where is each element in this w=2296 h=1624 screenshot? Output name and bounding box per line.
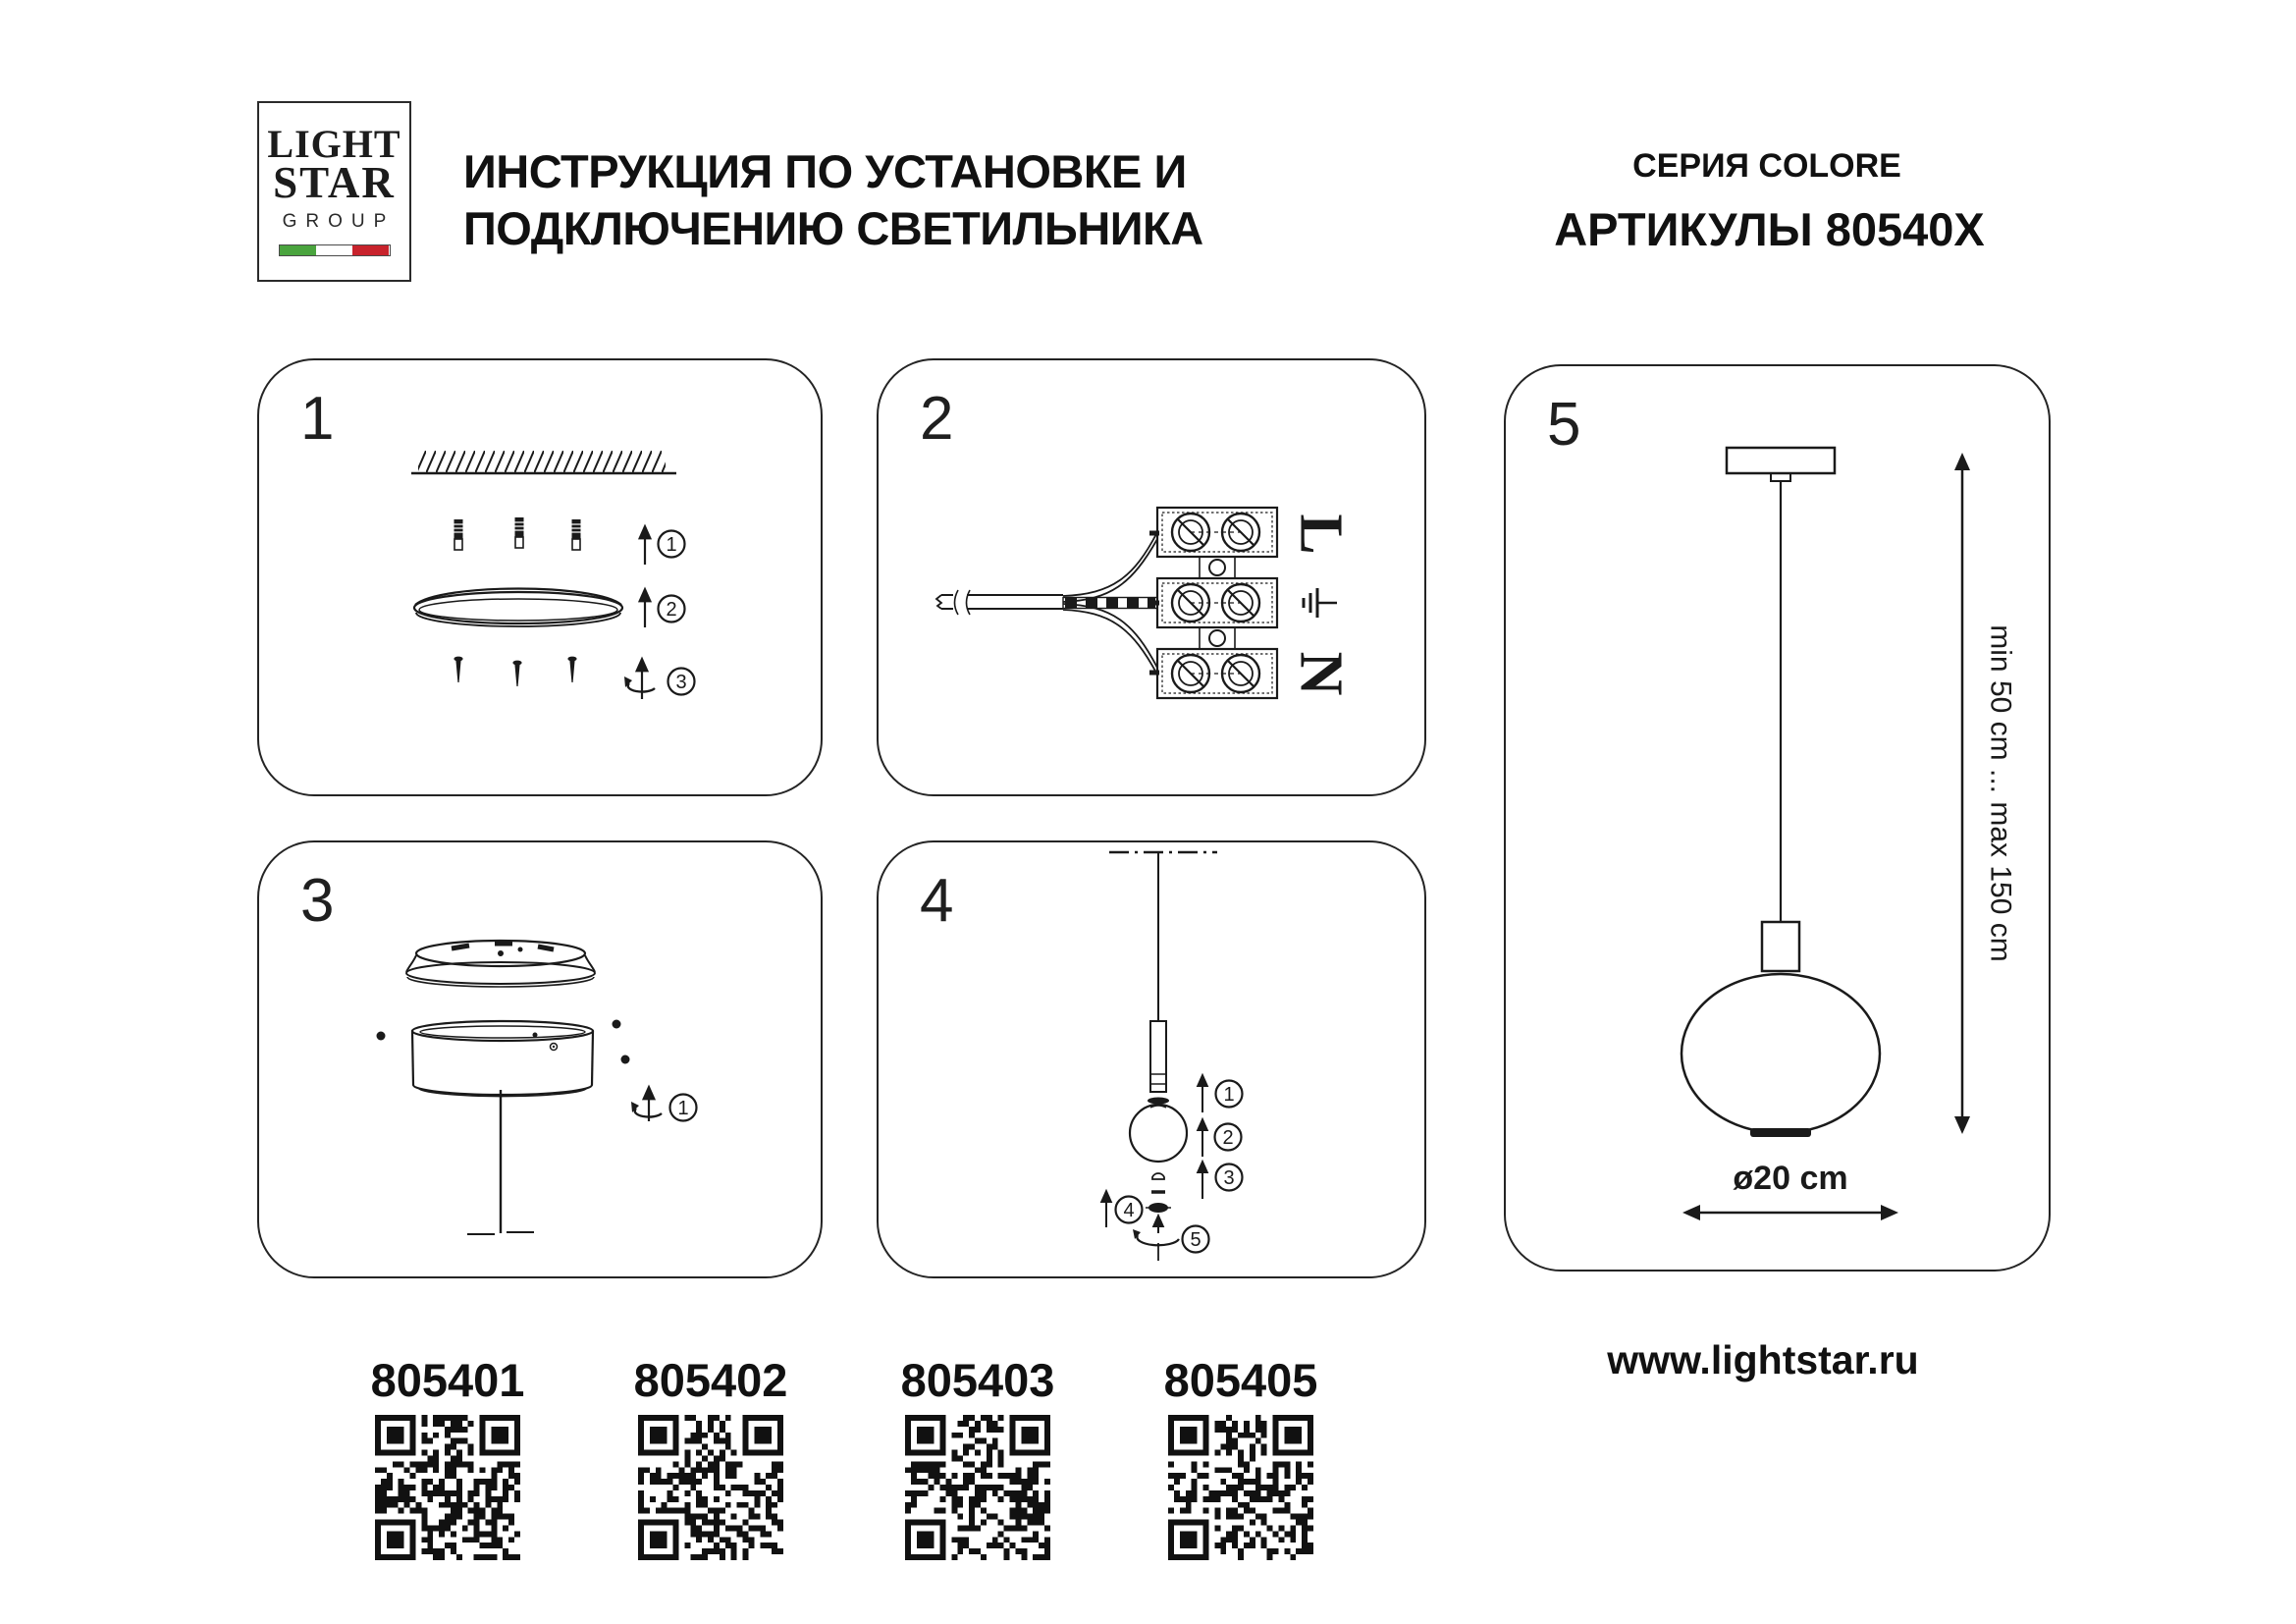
earth-ground-icon <box>1304 588 1337 618</box>
panel-step4-shade-assembly <box>877 840 1426 1278</box>
article-code: 805401 <box>370 1354 525 1406</box>
mounting-plate-icon <box>406 941 595 987</box>
panel3-diagram <box>259 842 821 1276</box>
flag-green-segment <box>280 245 316 255</box>
article-805401 <box>354 1353 541 1560</box>
svg-text:1: 1 <box>1223 1084 1235 1106</box>
step3-badge <box>1216 1164 1243 1191</box>
screw-icons <box>454 657 576 686</box>
article-805405 <box>1148 1353 1334 1560</box>
svg-text:4: 4 <box>1123 1200 1135 1221</box>
website-link: www.lightstar.ru <box>1607 1337 1919 1382</box>
step2-badge <box>659 596 685 623</box>
step1-badge <box>659 531 685 558</box>
mains-cable-icon <box>936 590 1063 615</box>
step5-badge <box>1183 1226 1209 1253</box>
suspension-rod-icon <box>467 1090 534 1234</box>
logo-star-text: STAR <box>273 158 396 208</box>
logo-group-text: GROUP <box>282 210 396 232</box>
svg-text:2: 2 <box>666 599 677 621</box>
logo-light-text: LIGHT <box>267 122 401 167</box>
panel2-number: 2 <box>920 385 954 453</box>
pendant-fixture-icon <box>1682 448 1880 1137</box>
qr-code-icon <box>375 1415 520 1560</box>
ceiling-canopy-icon <box>414 589 622 627</box>
page-title-line1: ИНСТРУКЦИЯ ПО УСТАНОВКЕ И <box>463 145 1187 197</box>
diameter-label: ø20 cm <box>1733 1160 1848 1197</box>
step3-badge <box>668 669 695 695</box>
cord-and-fitting-icon <box>1150 852 1166 1092</box>
panel-step1-mounting <box>257 358 823 796</box>
svg-text:3: 3 <box>675 672 687 693</box>
svg-text:1: 1 <box>677 1098 689 1119</box>
panel5-number: 5 <box>1547 391 1581 459</box>
article-code: 805402 <box>633 1354 788 1406</box>
svg-text:1: 1 <box>666 534 677 556</box>
step1-badge <box>1216 1081 1243 1108</box>
panel3-number: 3 <box>300 867 335 935</box>
flag-red-segment <box>352 245 389 255</box>
lightstar-logo <box>257 101 411 282</box>
series-label: СЕРИЯ COLORE <box>1632 147 1901 185</box>
panel1-number: 1 <box>300 385 335 453</box>
article-code: 805405 <box>1163 1354 1318 1406</box>
flag-white-segment <box>316 245 352 255</box>
svg-text:5: 5 <box>1190 1229 1201 1251</box>
qr-code-icon <box>905 1415 1050 1560</box>
panel4-number: 4 <box>920 867 954 935</box>
step4-badge <box>1116 1197 1143 1223</box>
article-805402 <box>617 1353 804 1560</box>
qr-code-icon <box>1168 1415 1313 1560</box>
glass-shade-icon <box>1130 1105 1187 1162</box>
wall-anchor-icons <box>454 517 581 550</box>
live-terminal-label: L <box>1287 514 1355 555</box>
panel1-diagram <box>259 360 821 794</box>
panel5-diagram <box>1506 366 2049 1270</box>
qr-code-icon <box>638 1415 783 1560</box>
step2-badge <box>1215 1124 1242 1151</box>
finial-rotation-icon <box>1133 1217 1179 1261</box>
articles-heading: АРТИКУЛЫ 80540X <box>1554 203 1985 255</box>
neutral-terminal-label: N <box>1287 651 1355 696</box>
panel-step3-canopy <box>257 840 823 1278</box>
svg-text:2: 2 <box>1222 1127 1234 1149</box>
article-805403 <box>884 1353 1071 1560</box>
wire-neutral-icon <box>1063 604 1157 675</box>
page-title-line2: ПОДКЛЮЧЕНИЮ СВЕТИЛЬНИКА <box>463 202 1203 254</box>
italian-flag-icon <box>279 244 391 256</box>
article-code: 805403 <box>900 1354 1055 1406</box>
wire-earth-striped-icon <box>1063 598 1157 609</box>
ceiling-hatch-icon <box>411 451 676 473</box>
panel-step5-dimensions <box>1504 364 2051 1272</box>
wire-live-icon <box>1063 532 1157 602</box>
step1-badge <box>670 1095 697 1121</box>
screw-rotation-icon <box>631 1088 662 1121</box>
screw-rotation-icon <box>624 660 655 699</box>
canopy-drum-icon <box>412 1021 593 1097</box>
page-title <box>463 143 1249 257</box>
panel4-diagram <box>879 842 1424 1276</box>
panel2-diagram <box>879 360 1424 794</box>
svg-text:3: 3 <box>1223 1167 1235 1189</box>
small-parts-icons <box>1146 1173 1171 1213</box>
panel-step2-wiring <box>877 358 1426 796</box>
retaining-ring-icon <box>1148 1098 1169 1105</box>
height-range-label: min 50 cm ... max 150 cm <box>1984 624 2017 962</box>
